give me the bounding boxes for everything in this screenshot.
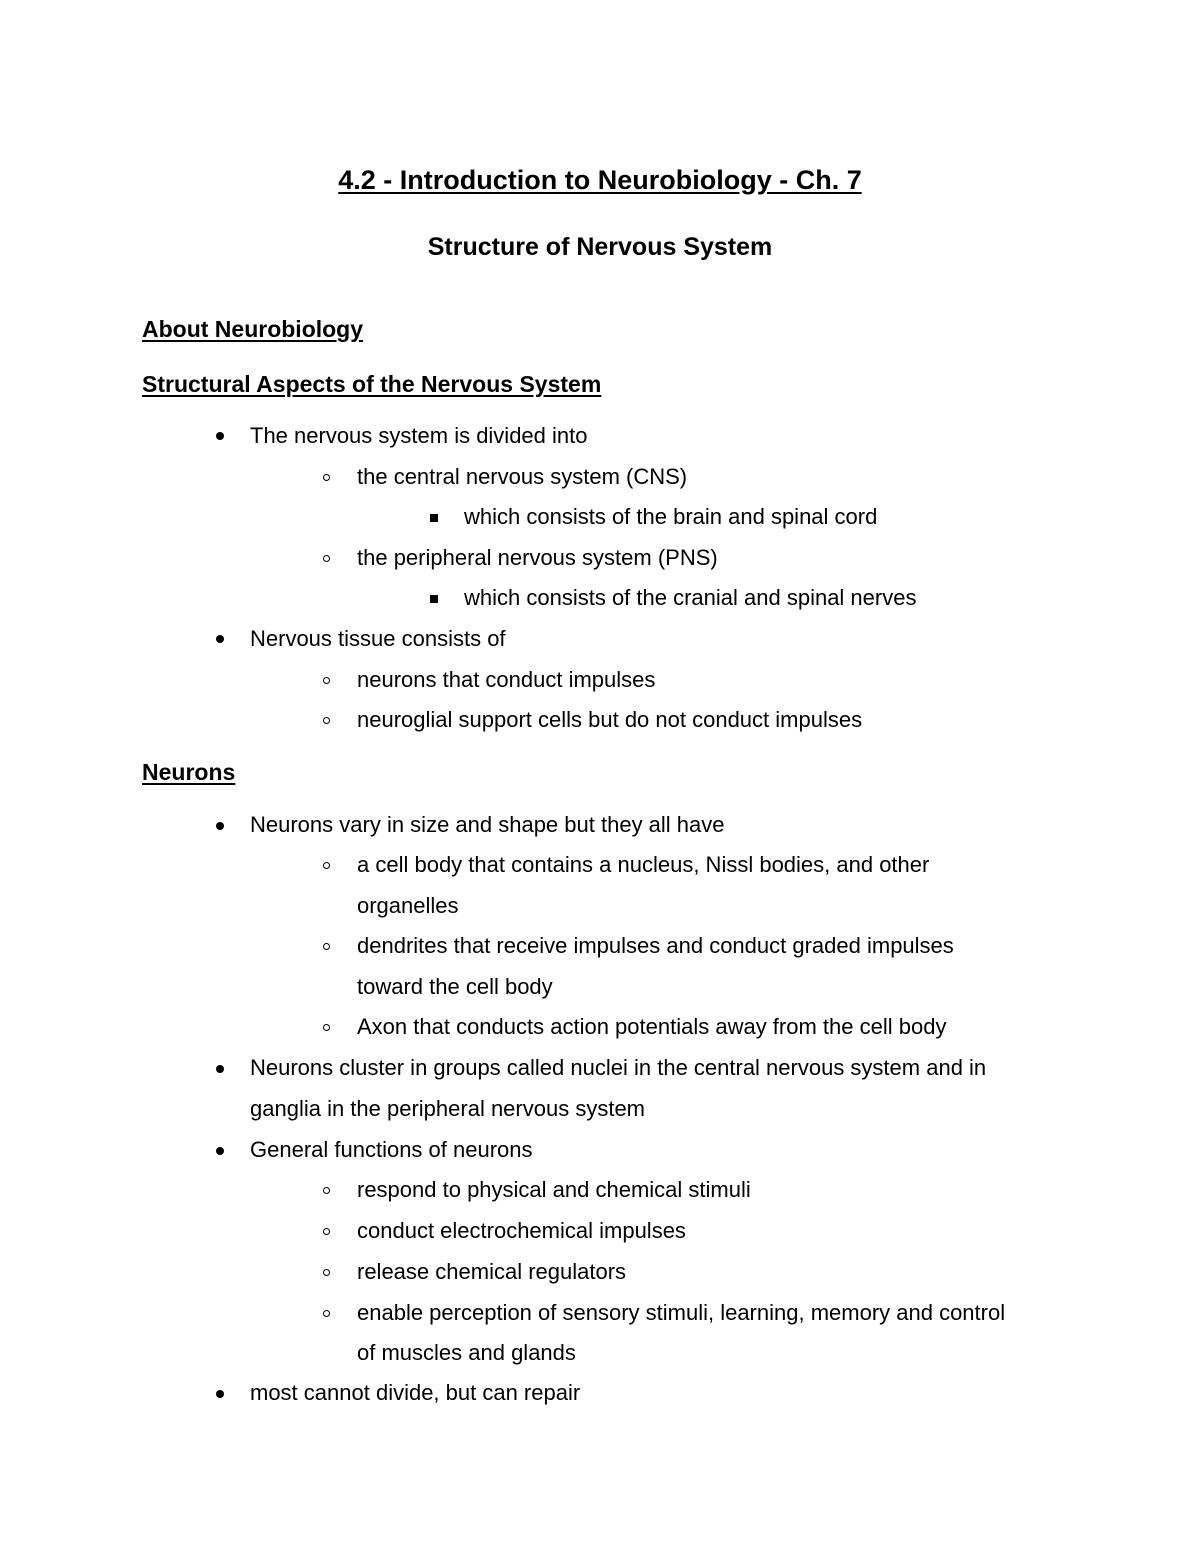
list-item: release chemical regulators [357, 1259, 627, 1284]
list-item: the central nervous system (CNS) [357, 464, 688, 489]
list-item: conduct electrochemical impulses [357, 1218, 686, 1243]
circle-bullet-icon [323, 717, 330, 724]
list-item: Axon that conducts action potentials away from the cell body [357, 1014, 947, 1039]
disc-bullet-icon [216, 822, 224, 830]
list-item: neuroglial support cells but do not conduct impulses [357, 707, 863, 732]
circle-bullet-icon [323, 1228, 330, 1235]
list-item-continuation: of muscles and glands [357, 1340, 576, 1365]
disc-bullet-icon [216, 1065, 224, 1073]
list-item: Neurons vary in size and shape but they all have [250, 812, 725, 837]
list-item: enable perception of sensory stimuli, learning, memory and control [357, 1300, 1006, 1325]
heading-about-neurobiology: About Neurobiology [142, 316, 364, 342]
circle-bullet-icon [323, 677, 330, 684]
circle-bullet-icon [323, 474, 330, 481]
list-item: a cell body that contains a nucleus, Nissl bodies, and other [357, 852, 930, 877]
list-item: which consists of the cranial and spinal nerves [464, 585, 917, 610]
document-title: 4.2 - Introduction to Neurobiology - Ch. 7 [338, 165, 862, 195]
list-item: Nervous tissue consists of [250, 626, 506, 651]
list-item: which consists of the brain and spinal cord [464, 504, 878, 529]
square-bullet-icon [430, 514, 438, 522]
heading-structural-aspects: Structural Aspects of the Nervous System [142, 371, 602, 397]
list-item-continuation: ganglia in the peripheral nervous system [250, 1096, 646, 1121]
list-item-continuation: organelles [357, 893, 459, 918]
heading-neurons: Neurons [142, 759, 236, 785]
circle-bullet-icon [323, 862, 330, 869]
disc-bullet-icon [216, 635, 224, 643]
list-item: most cannot divide, but can repair [250, 1380, 581, 1405]
list-item: dendrites that receive impulses and conduct graded impulses [357, 933, 954, 958]
circle-bullet-icon [323, 943, 330, 950]
circle-bullet-icon [323, 1310, 330, 1317]
list-item-continuation: toward the cell body [357, 974, 553, 999]
disc-bullet-icon [216, 432, 224, 440]
list-item: Neurons cluster in groups called nuclei in the central nervous system and in [250, 1055, 987, 1080]
circle-bullet-icon [323, 555, 330, 562]
list-item: General functions of neurons [250, 1137, 533, 1162]
list-item: The nervous system is divided into [250, 423, 588, 448]
disc-bullet-icon [216, 1390, 224, 1398]
square-bullet-icon [430, 595, 438, 603]
circle-bullet-icon [323, 1269, 330, 1276]
circle-bullet-icon [323, 1024, 330, 1031]
disc-bullet-icon [216, 1147, 224, 1155]
list-item: respond to physical and chemical stimuli [357, 1177, 751, 1202]
document-subtitle: Structure of Nervous System [427, 233, 773, 261]
list-item: the peripheral nervous system (PNS) [357, 545, 718, 570]
list-item: neurons that conduct impulses [357, 667, 656, 692]
circle-bullet-icon [323, 1187, 330, 1194]
